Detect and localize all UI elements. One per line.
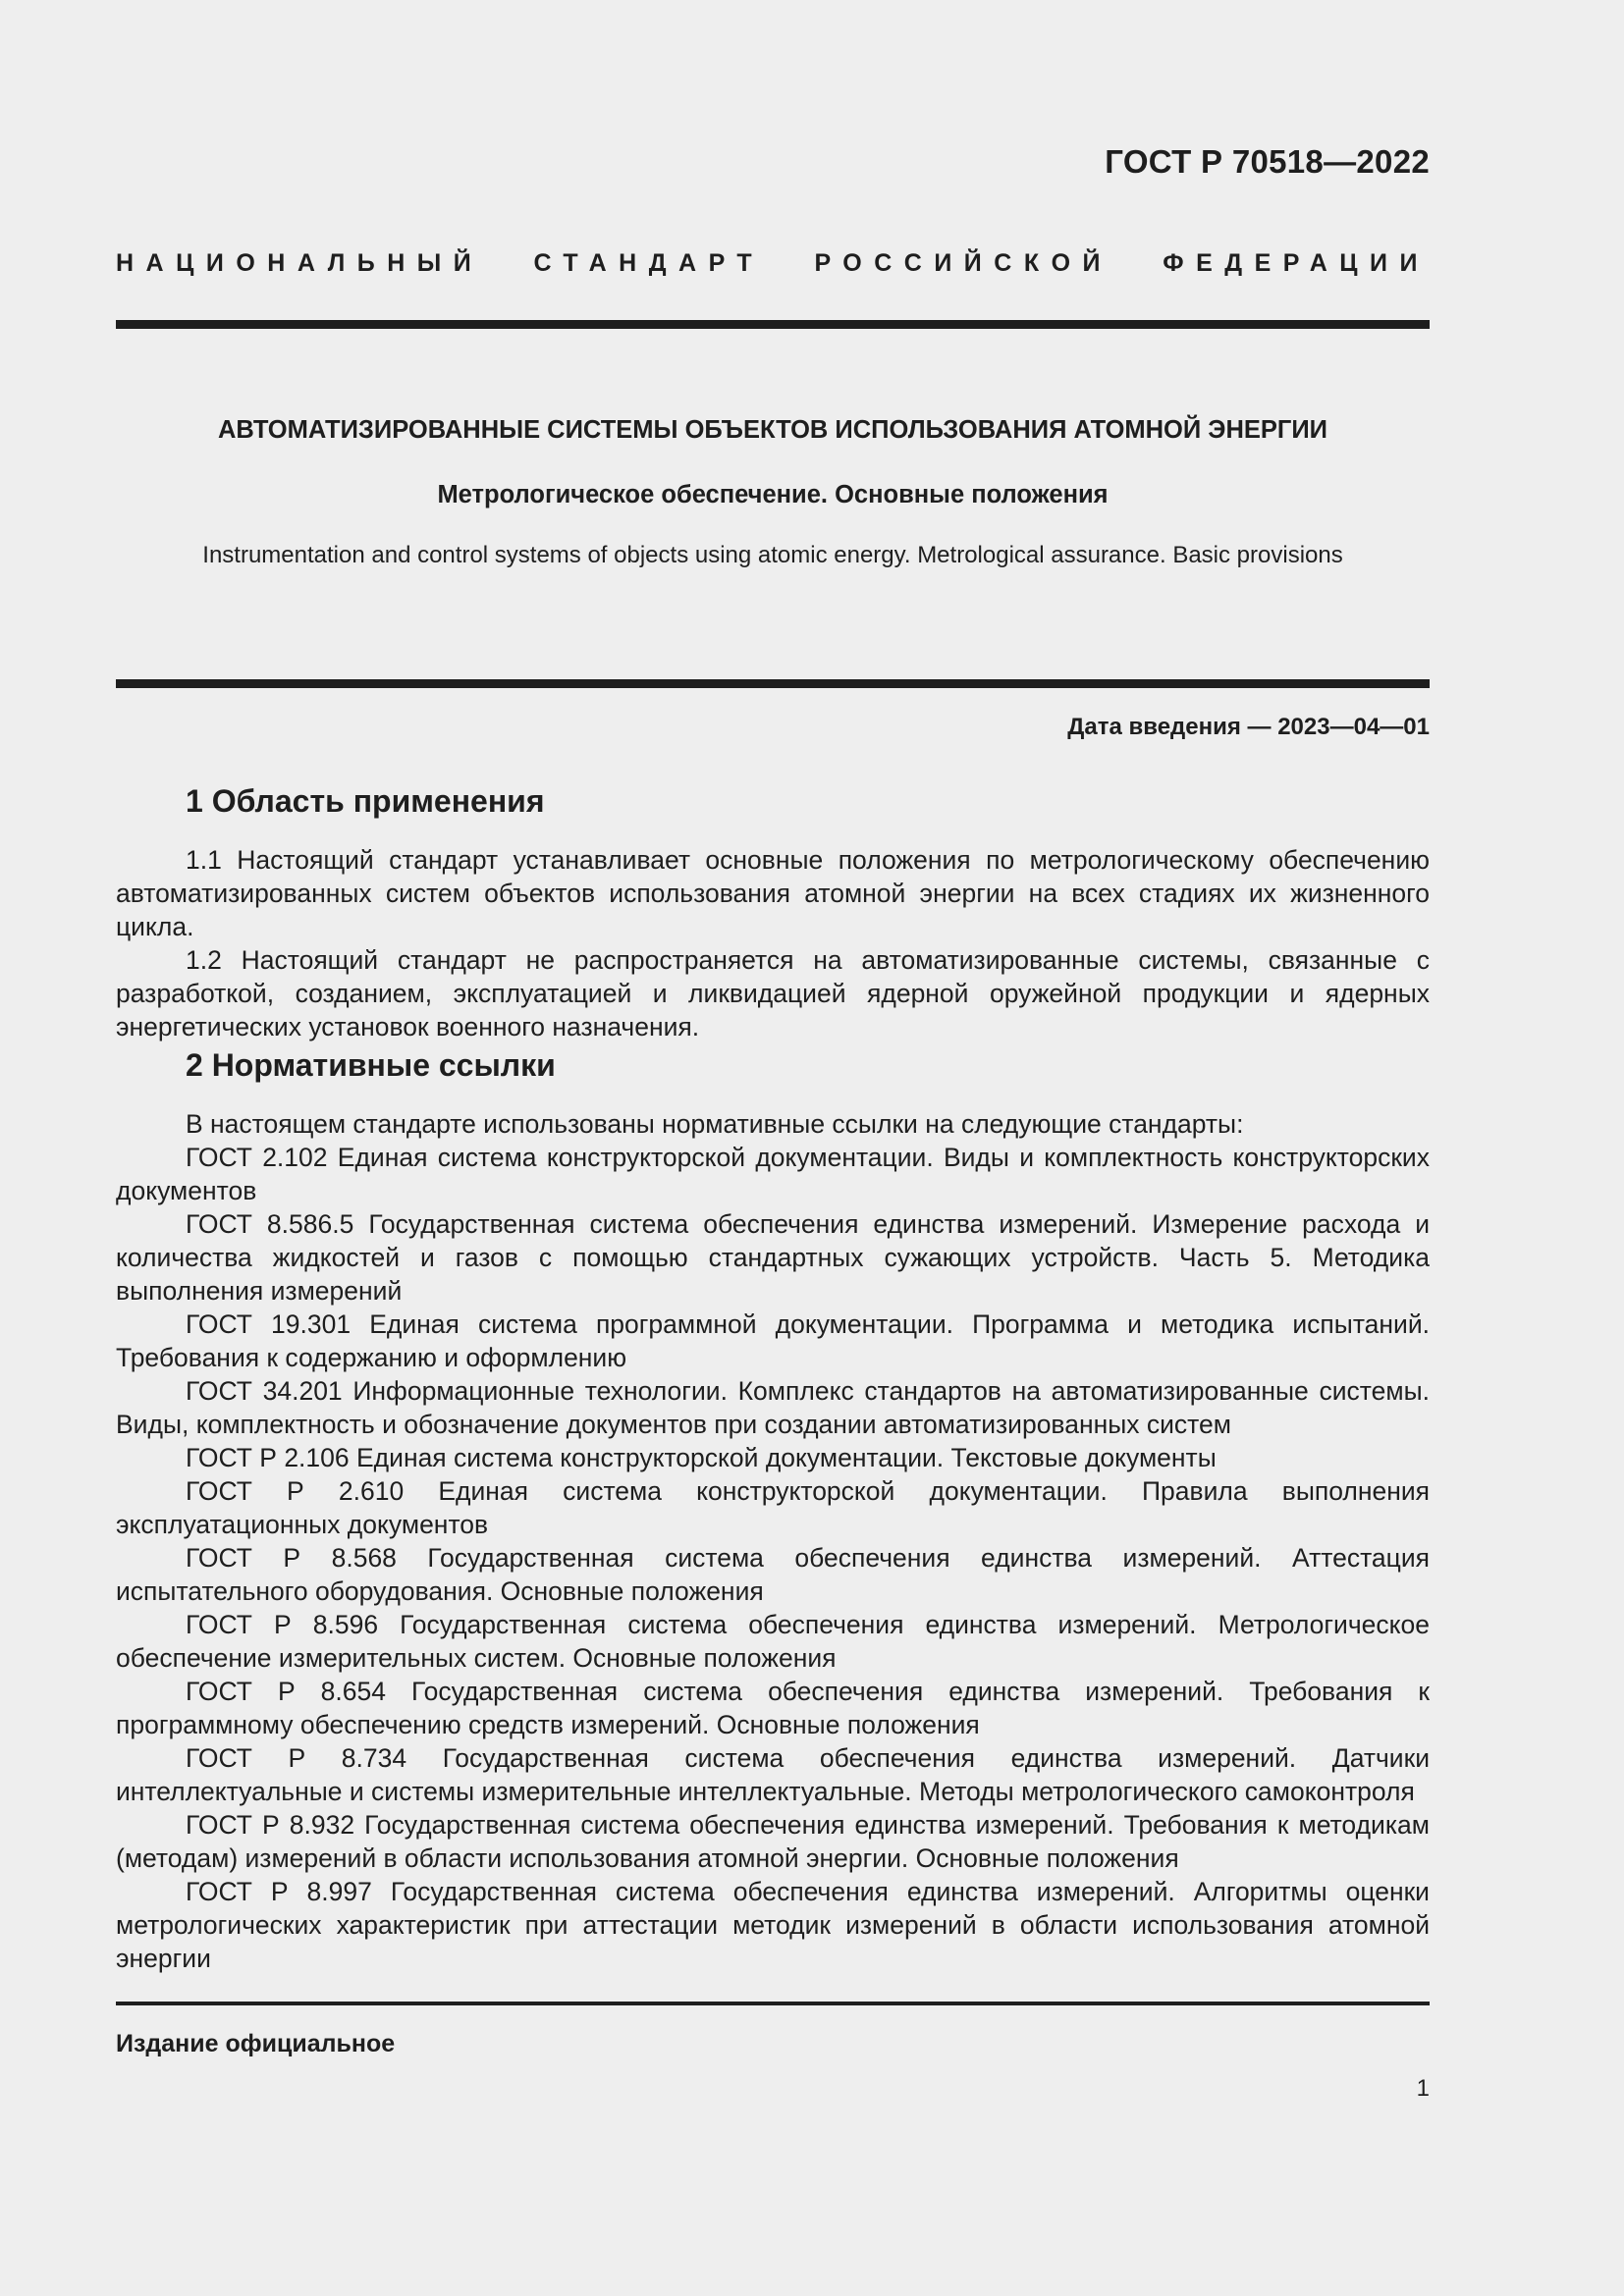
paragraph: В настоящем стандарте использованы нормативные ссылки на следующие стандарты: <box>186 1109 1244 1139</box>
reference-item: ГОСТ Р 8.734 Государственная система обеспечения единства измерений. Датчики интеллектуальные и системы измерительные интеллектуальные. Методы метрологического самоконтроля <box>116 1743 1430 1806</box>
standard-designation: ГОСТ Р 70518—2022 <box>1105 143 1430 180</box>
reference-item: ГОСТ Р 8.568 Государственная система обеспечения единства измерений. Аттестация испытательного оборудования. Основные положения <box>116 1543 1430 1606</box>
header-rule <box>116 320 1430 329</box>
reference-item: ГОСТ Р 8.997 Государственная система обеспечения единства измерений. Алгоритмы оценки метрологических характеристик при аттестации методик измерений в области использования атомной энергии <box>116 1877 1430 1973</box>
introduction-date: Дата введения — 2023—04—01 <box>1067 714 1430 740</box>
document-title: АВТОМАТИЗИРОВАННЫЕ СИСТЕМЫ ОБЪЕКТОВ ИСПОЛЬЗОВАНИЯ АТОМНОЙ ЭНЕРГИИ <box>218 416 1327 444</box>
reference-item: ГОСТ Р 2.106 Единая система конструкторской документации. Текстовые документы <box>186 1443 1217 1472</box>
section-2-body <box>116 1107 1430 1975</box>
page-number: 1 <box>1416 2075 1430 2102</box>
reference-item: ГОСТ Р 2.610 Единая система конструкторской документации. Правила выполнения эксплуатационных документов <box>116 1476 1430 1539</box>
title-rule <box>116 679 1430 688</box>
paragraph: 1.2 Настоящий стандарт не распространяется на автоматизированные системы, связанные с разработкой, созданием, эксплуатацией и ликвидацией ядерной оружейной продукции и ядерных энергетических установок военного назначения. <box>116 945 1430 1041</box>
reference-item: ГОСТ 8.586.5 Государственная система обеспечения единства измерений. Измерение расхода и количества жидкостей и газов с помощью стандартных сужающих устройств. Часть 5. Методика выполнения измерений <box>116 1209 1430 1306</box>
section-1-heading: 1 Область применения <box>186 783 545 819</box>
reference-item: ГОСТ 34.201 Информационные технологии. Комплекс стандартов на автоматизированные системы. Виды, комплектность и обозначение документов при создании автоматизированных систем <box>116 1376 1430 1439</box>
reference-item: ГОСТ 19.301 Единая система программной документации. Программа и методика испытаний. Требования к содержанию и оформлению <box>116 1309 1430 1372</box>
national-standard-banner: НАЦИОНАЛЬНЫЙ СТАНДАРТ РОССИЙСКОЙ ФЕДЕРАЦИИ <box>116 249 1430 277</box>
reference-item: ГОСТ Р 8.932 Государственная система обеспечения единства измерений. Требования к методикам (методам) измерений в области использования атомной энергии. Основные положения <box>116 1810 1430 1873</box>
section-1-body <box>116 843 1430 1043</box>
section-2-heading: 2 Нормативные ссылки <box>186 1047 556 1083</box>
footer-rule <box>116 2002 1430 2005</box>
paragraph: 1.1 Настоящий стандарт устанавливает основные положения по метрологическому обеспечению автоматизированных систем объектов использования атомной энергии на всех стадиях их жизненного цикла. <box>116 845 1430 941</box>
reference-item: ГОСТ Р 8.596 Государственная система обеспечения единства измерений. Метрологическое обеспечение измерительных систем. Основные положения <box>116 1610 1430 1673</box>
document-title-english: Instrumentation and control systems of objects using atomic energy. Metrological assurance. Basic provisions <box>202 542 1343 568</box>
reference-item: ГОСТ 2.102 Единая система конструкторской документации. Виды и комплектность конструкторских документов <box>116 1143 1430 1205</box>
reference-item: ГОСТ Р 8.654 Государственная система обеспечения единства измерений. Требования к программному обеспечению средств измерений. Основные положения <box>116 1677 1430 1739</box>
official-edition-label: Издание официальное <box>116 2030 396 2057</box>
document-subtitle: Метрологическое обеспечение. Основные положения <box>437 481 1109 508</box>
